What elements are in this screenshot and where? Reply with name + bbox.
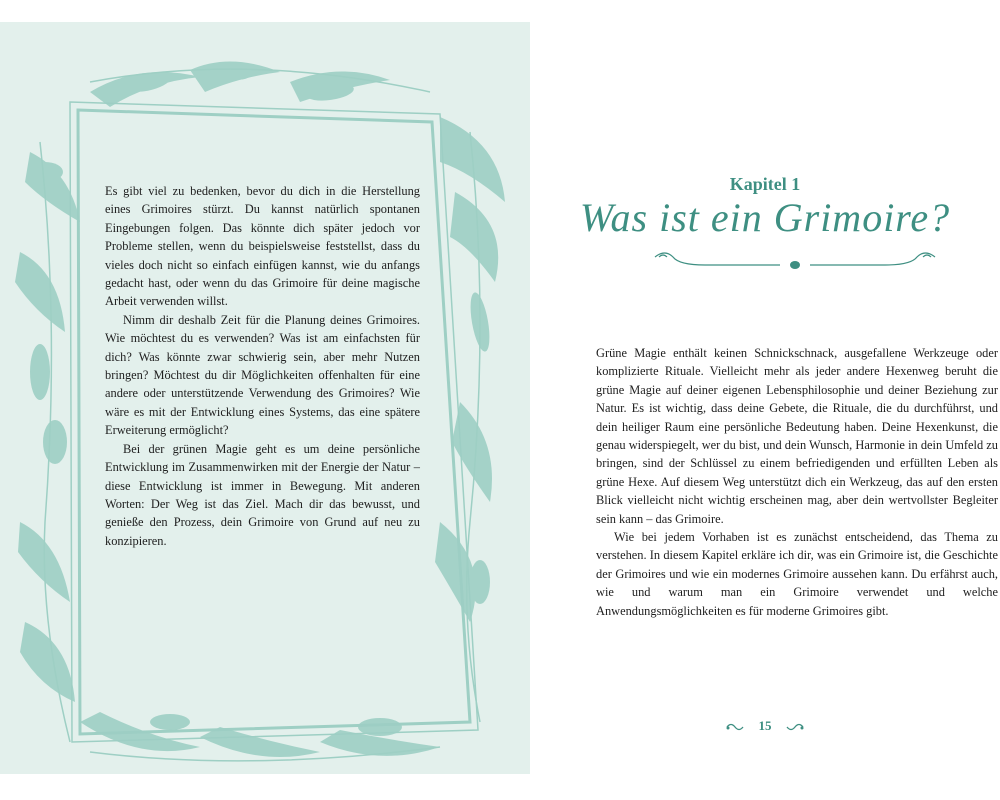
right-swirl-icon	[785, 722, 805, 732]
page-number-footer	[530, 718, 1000, 734]
paragraph: Bei der grünen Magie geht es um deine persönliche Entwicklung im Zusammenwirken mit der Energie der Natur – diese Entwicklung ist immer in Bewegung. Mit anderen Worten: Der Weg ist das Ziel. Mach dir das bewusst, und genieße den Prozess, dein Grimoire von Grund auf neu zu konzipieren.	[105, 441, 420, 548]
paragraph: Nimm dir deshalb Zeit für die Planung deines Grimoires. Wie möchtest du es verwenden? Was ist am einfachsten für dich? Was könnte zwar schwierig sein, aber mehr Nutzen bringen? Möchtest du dir Möglichkeiten offenhalten für eine andere oder unterstützende Verwendung des Grimoires? Wie wäre es mit der Entwicklung eines Systems, das eine spätere Erweiterung ermöglicht?	[105, 312, 420, 438]
paragraph: Es gibt viel zu bedenken, bevor du dich in die Herstellung eines Grimoires stürzt. Du kannst natürlich spontanen Eingebungen folgen. Das könnte dich später jedoch vor Probleme stellen, wenn du beispielsweise feststellst, dass du vieles doch nicht so einfach einfügen kannst, wie du anfangs gedacht hast, oder wenn du das Grimoire für deine magische Arbeit verwenden willst.	[105, 184, 420, 309]
page-number: 15	[758, 718, 772, 733]
right-page	[530, 22, 1000, 774]
paragraph: Grüne Magie enthält keinen Schnickschnack, ausgefallene Werkzeuge oder komplizierte Rituale. Vielleicht mehr als jeder andere Hexenweg beruht die grüne Magie auf deiner eigenen Lebensphilosophie und deiner Beziehung zur Natur. Es ist wichtig, dass deine Gebete, die Rituale, die du durchführst, und dein heiliger Raum eine persönliche Bedeutung haben. Deine Hexenkunst, die genau widerspiegelt, wer du bist, und dein Wunsch, Harmonie in dein Umfeld zu bringen, sind der Schlüssel zu einem befriedigenden und erfüllten Leben als grüne Hexe. Auf diesem Weg unterstützt dich ein Werkzeug, das auf den ersten Blick vielleicht nicht wichtig erscheinen mag, aber dein wertvollster Begleiter sein kann – das Grimoire.	[596, 346, 998, 526]
left-page-body	[105, 182, 420, 550]
left-page	[0, 22, 530, 774]
title-flourish-ornament	[645, 247, 945, 277]
chapter-title: Was ist ein Grimoire?	[579, 195, 951, 240]
paragraph: Wie bei jedem Vorhaben ist es zunächst entscheidend, das Thema zu verstehen. In diesem Kapitel erkläre ich dir, was ein Grimoire ist, die Geschichte der Grimoires und wie ein modernes Grimoire aussehen kann. Du erfährst auch, wie und warum man ein Grimoire verwendet und welche Anwendungsmöglichkeiten es für moderne Grimoires gibt.	[596, 530, 998, 618]
left-swirl-icon	[725, 722, 745, 732]
right-page-body	[596, 344, 998, 620]
chapter-label: Kapitel 1	[729, 174, 801, 194]
